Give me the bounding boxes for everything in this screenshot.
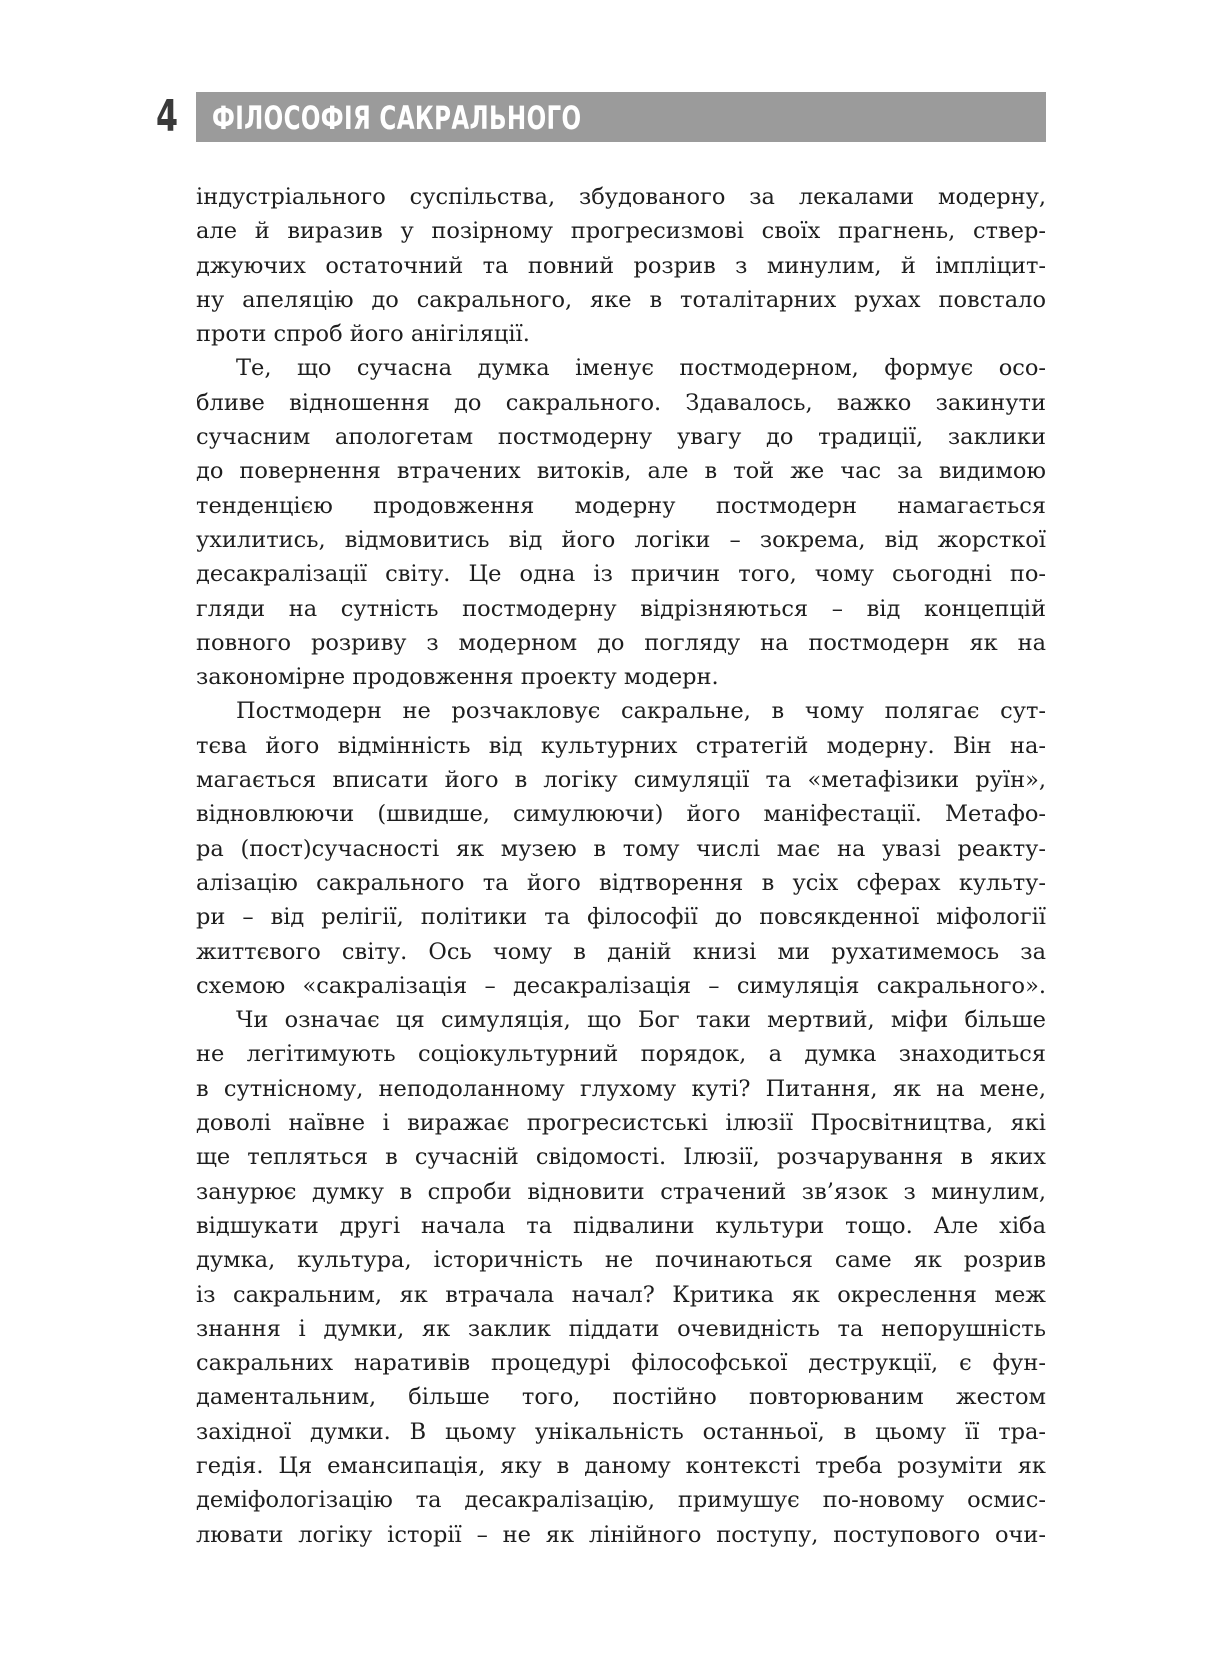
text-line: тєва його відмінність від культурних стратегій модерну. Він на- (196, 732, 1046, 759)
text-line: сакральних наративів процедурі філософської деструкції, є фун- (196, 1350, 1046, 1377)
text-line: схемою «сакралізація – десакралізація – симуляція сакрального». (196, 972, 1046, 999)
text-line: гляди на сутність постмодерну відрізняються – від концепцій (196, 595, 1046, 622)
text-line: Постмодерн не розчакловує сакральне, в чому полягає сут- (236, 698, 1046, 725)
text-line: повного розриву з модерном до погляду на постмодерн як на (196, 629, 1046, 656)
text-line: занурює думку в спроби відновити страчений зв’язок з минулим, (196, 1178, 1046, 1205)
text-line: не легітимують соціокультурний порядок, а думка знаходиться (196, 1041, 1046, 1068)
text-line: але й виразив у позірному прогресизмові своїх прагнень, ствер- (196, 218, 1046, 245)
page-number: 4 (156, 91, 179, 142)
text-line: доволі наївне і виражає прогресистські ілюзії Просвітництва, які (196, 1110, 1046, 1137)
text-line: Чи означає ця симуляція, що Бог таки мертвий, міфи більше (236, 1007, 1046, 1034)
text-line: даментальним, більше того, постійно повторюваним жестом (196, 1384, 1046, 1411)
chapter-title: ФІЛОСОФІЯ САКРАЛЬНОГО (212, 99, 582, 137)
running-header (156, 92, 1046, 142)
text-line: лювати логіку історії – не як лінійного поступу, поступового очи- (196, 1521, 1046, 1548)
text-line: ра (пост)сучасності як музею в тому числі має на увазі реакту- (196, 835, 1046, 862)
text-line: думка, культура, історичність не починаються саме як розрив (196, 1247, 1046, 1274)
text-line: джуючих остаточний та повний розрив з минулим, й імпліцит- (196, 252, 1046, 279)
text-line: ну апеляцію до сакрального, яке в тоталітарних рухах повстало (196, 286, 1046, 313)
text-line: гедія. Ця емансипація, яку в даному контексті треба розуміти як (196, 1452, 1046, 1479)
text-line: магається вписати його в логіку симуляції та «метафізики руїн», (196, 767, 1046, 794)
text-line: ухилитись, відмовитись від його логіки – зокрема, від жорсткої (196, 526, 1046, 553)
text-line: західної думки. В цьому унікальність останньої, в цьому її тра- (196, 1418, 1046, 1445)
text-line: сучасним апологетам постмодерну увагу до традиції, заклики (196, 424, 1046, 451)
text-line: бливе відношення до сакрального. Здавалось, важко закинути (196, 389, 1046, 416)
text-line: проти спроб його анігіляції. (196, 321, 530, 348)
text-line: десакралізації світу. Це одна із причин того, чому сьогодні по- (196, 561, 1046, 588)
text-line: алізацію сакрального та його відтворення в усіх сферах культу- (196, 869, 1046, 896)
text-line: індустріального суспільства, збудованого за лекалами модерну, (196, 184, 1046, 210)
text-line: деміфологізацію та десакралізацію, примушує по-новому осмис- (196, 1487, 1046, 1514)
chapter-title-bar (196, 92, 1046, 142)
text-line: в сутнісному, неподоланному глухому куті? Питання, як на мене, (196, 1075, 1046, 1102)
text-line: ри – від релігії, політики та філософії до повсякденної міфології (196, 904, 1046, 931)
text-line: до повернення втрачених витоків, але в той же час за видимою (196, 458, 1046, 485)
text-line: Те, що сучасна думка іменує постмодерном, формує осо- (236, 355, 1046, 382)
body-text (196, 180, 1046, 1552)
text-line: знання і думки, як заклик піддати очевидність та непорушність (196, 1315, 1046, 1342)
text-line: відновлюючи (швидше, симулюючи) його маніфестації. Метафо- (196, 801, 1046, 828)
text-line: закономірне продовження проекту модерн. (196, 664, 719, 691)
text-line: життєвого світу. Ось чому в даній книзі ми рухатимемось за (196, 938, 1046, 965)
text-line: із сакральним, як втрачала начал? Критика як окреслення меж (196, 1281, 1046, 1308)
text-line: тенденцією продовження модерну постмодерн намагається (196, 492, 1046, 519)
text-line: ще тепляться в сучасній свідомості. Ілюзії, розчарування в яких (196, 1144, 1046, 1171)
text-line: відшукати другі начала та підвалини культури тощо. Але хіба (196, 1212, 1046, 1239)
